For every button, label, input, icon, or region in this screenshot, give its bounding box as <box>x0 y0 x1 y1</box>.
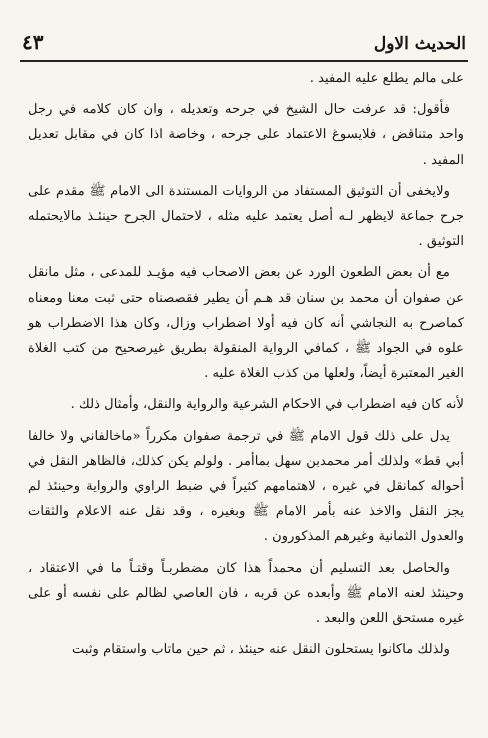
paragraph-6: يدل على ذلك قول الامام ﷺ في ترجمة صفوان مكرراً «ماخالفاني ولا خالفا أبي قط» ولذلك أمر محمدبن سهل بماأمر . ولولم يكن كذلك، فالظاهر النقل في أحواله كمانقل في غيره ، لاهتمامهم كثيراً في ضبط الراوي والرواية وحينئذ لم يجز النقل والاخذ عنه بأمر الامام ﷺ وبغيره ، وقد نقل عنه الاعلام والثقات والعدول الثمانية وغيرهم المذكورون . <box>28 428 464 545</box>
paragraph-2: فأقول: قد عرفت حال الشيخ في جرحه وتعديله ، وان كان كلامه في رجل واحد متناقض ، فلايسوغ الاعتماد على جرحه ، وخاصة اذا كان في مقابل تعديل المفيد . <box>28 102 464 168</box>
paragraph-4: مع أن بعض الطعون الورد عن بعض الاصحاب فيه مؤيـد للمدعى ، مثل مانقل عن صفوان أن محمد بن سنان قد هـم أن يطير فقصصناه حتى ثبت معنا ومعناه كماصرح به النجاشي أنه كان فيه أولا اضطراب وزال، وكان هذا الاضطراب هو علوه في الجواد ﷺ ، كمافي الرواية المنقولة بطريق غيرصحيح من كتب الغلاة الغير المعتبرة أيضاً، ولعلها من كذب الغلاة عليه . <box>28 265 464 382</box>
paragraph-8: ولذلك ماكانوا يستحلون النقل عنه حينئذ ، ثم حين ماتاب واستقام وثبت <box>71 642 450 658</box>
paragraph-1: على مالم يطلع عليه المفيد . <box>309 71 464 86</box>
header-rule <box>20 60 468 62</box>
body-text <box>28 66 464 730</box>
page-header <box>22 14 466 54</box>
running-title: الحديث الاول <box>373 34 466 54</box>
paragraph-3: ولايخفى أن التوثيق المستفاد من الروايات المستندة الى الامام ﷺ مقدم على جرح جماعة لايظهر لـه أصل يعتمد عليه مثله ، لاحتمال الجرح حينئـذ مالايحتمله التوثيق . <box>28 183 464 250</box>
page-number: ٤٣ <box>22 30 44 54</box>
paragraph-7: والحاصل بعد التسليم أن محمداً هذا كان مضطربـاً وقتـاً ما في الاعتقاد ، وحينئذ لعنه الامام ﷺ وأبعده عن قربه ، فان العاصي لظالم على نفسه أو على غيره مستحق اللعن والبعد . <box>28 560 464 627</box>
paragraph-5: لأنه كان فيه اضطراب في الاحكام الشرعية والرواية والنقل، وأمثال ذلك . <box>70 397 464 413</box>
